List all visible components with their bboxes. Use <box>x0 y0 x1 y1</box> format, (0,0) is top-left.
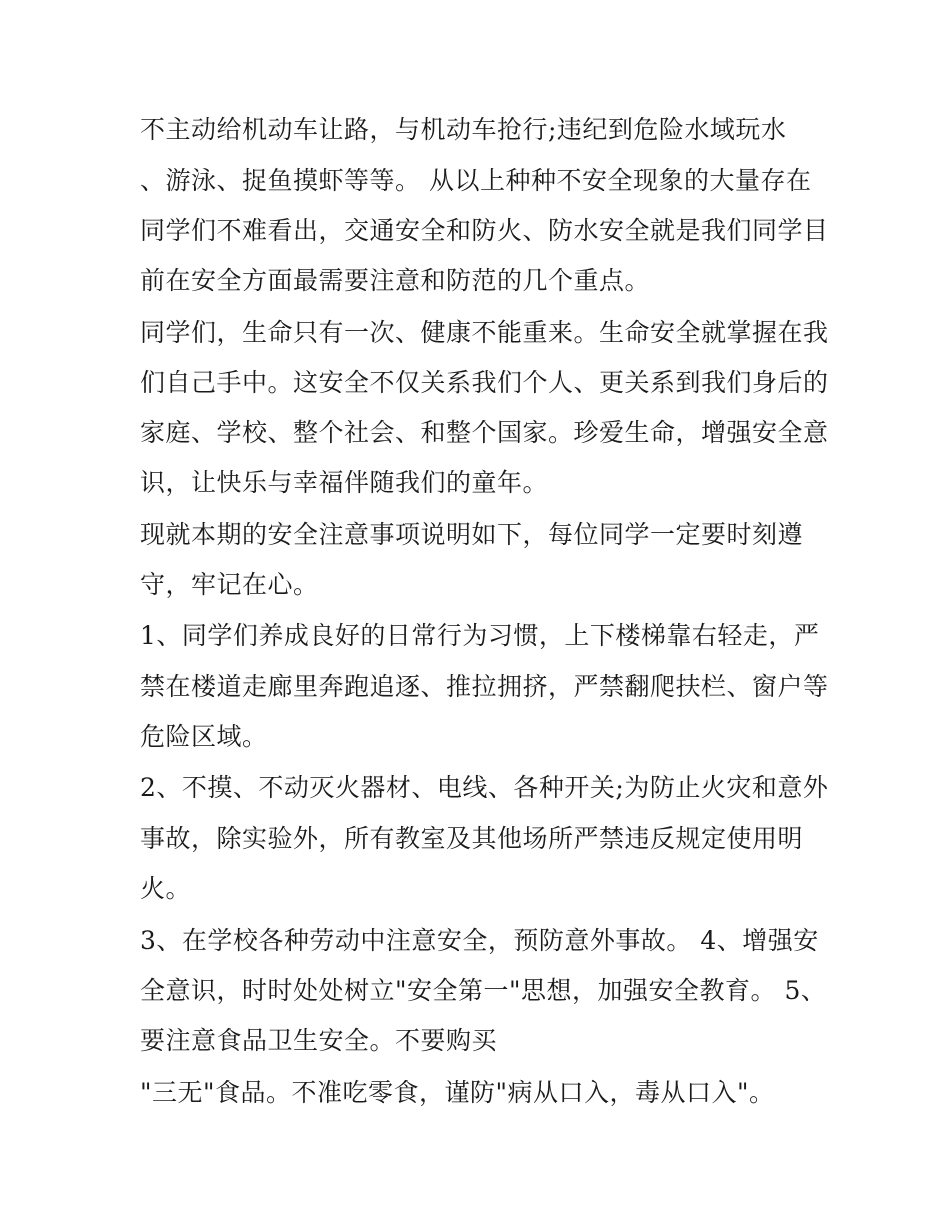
text-line: 识，让快乐与幸福伴随我们的童年。 <box>140 468 549 497</box>
text-line: 2、不摸、不动灭火器材、电线、各种开关;为防止火灾和意外 <box>140 773 829 802</box>
text-line: 前在安全方面最需要注意和防范的几个重点。 <box>140 266 651 295</box>
text-line: 、游泳、捉鱼摸虾等等。 从以上种种不安全现象的大量存在 <box>140 166 812 195</box>
text-line: 守，牢记在心。 <box>140 570 319 599</box>
text-line: 们自己手中。这安全不仅关系我们个人、更关系到我们身后的 <box>140 368 829 397</box>
text-line: 家庭、学校、整个社会、和整个国家。珍爱生命，增强安全意 <box>140 418 829 447</box>
text-line: 事故，除实验外，所有教室及其他场所严禁违反规定使用明 <box>140 824 804 853</box>
text-line: 同学们不难看出，交通安全和防火、防水安全就是我们同学目 <box>140 216 829 245</box>
text-line: "三无"食品。不准吃零食，谨防"病从口入，毒从口入"。 <box>140 1078 775 1107</box>
text-line: 全意识，时时处处树立"安全第一"思想，加强安全教育。 5、 <box>140 976 827 1005</box>
text-line: 同学们，生命只有一次、健康不能重来。生命安全就掌握在我 <box>140 318 829 347</box>
text-line: 火。 <box>140 874 192 903</box>
text-line: 要注意食品卫生安全。不要购买 <box>140 1026 498 1055</box>
text-line: 3、在学校各种劳动中注意安全，预防意外事故。 4、增强安 <box>140 926 819 955</box>
text-line: 现就本期的安全注意事项说明如下，每位同学一定要时刻遵 <box>140 520 804 549</box>
text-line: 不主动给机动车让路，与机动车抢行;违纪到危险水域玩水 <box>140 115 787 144</box>
text-line: 危险区域。 <box>140 722 268 751</box>
text-line: 1、同学们养成良好的日常行为习惯，上下楼梯靠右轻走，严 <box>140 621 820 650</box>
text-line: 禁在楼道走廊里奔跑追逐、推拉拥挤，严禁翻爬扶栏、窗户等 <box>140 672 829 701</box>
